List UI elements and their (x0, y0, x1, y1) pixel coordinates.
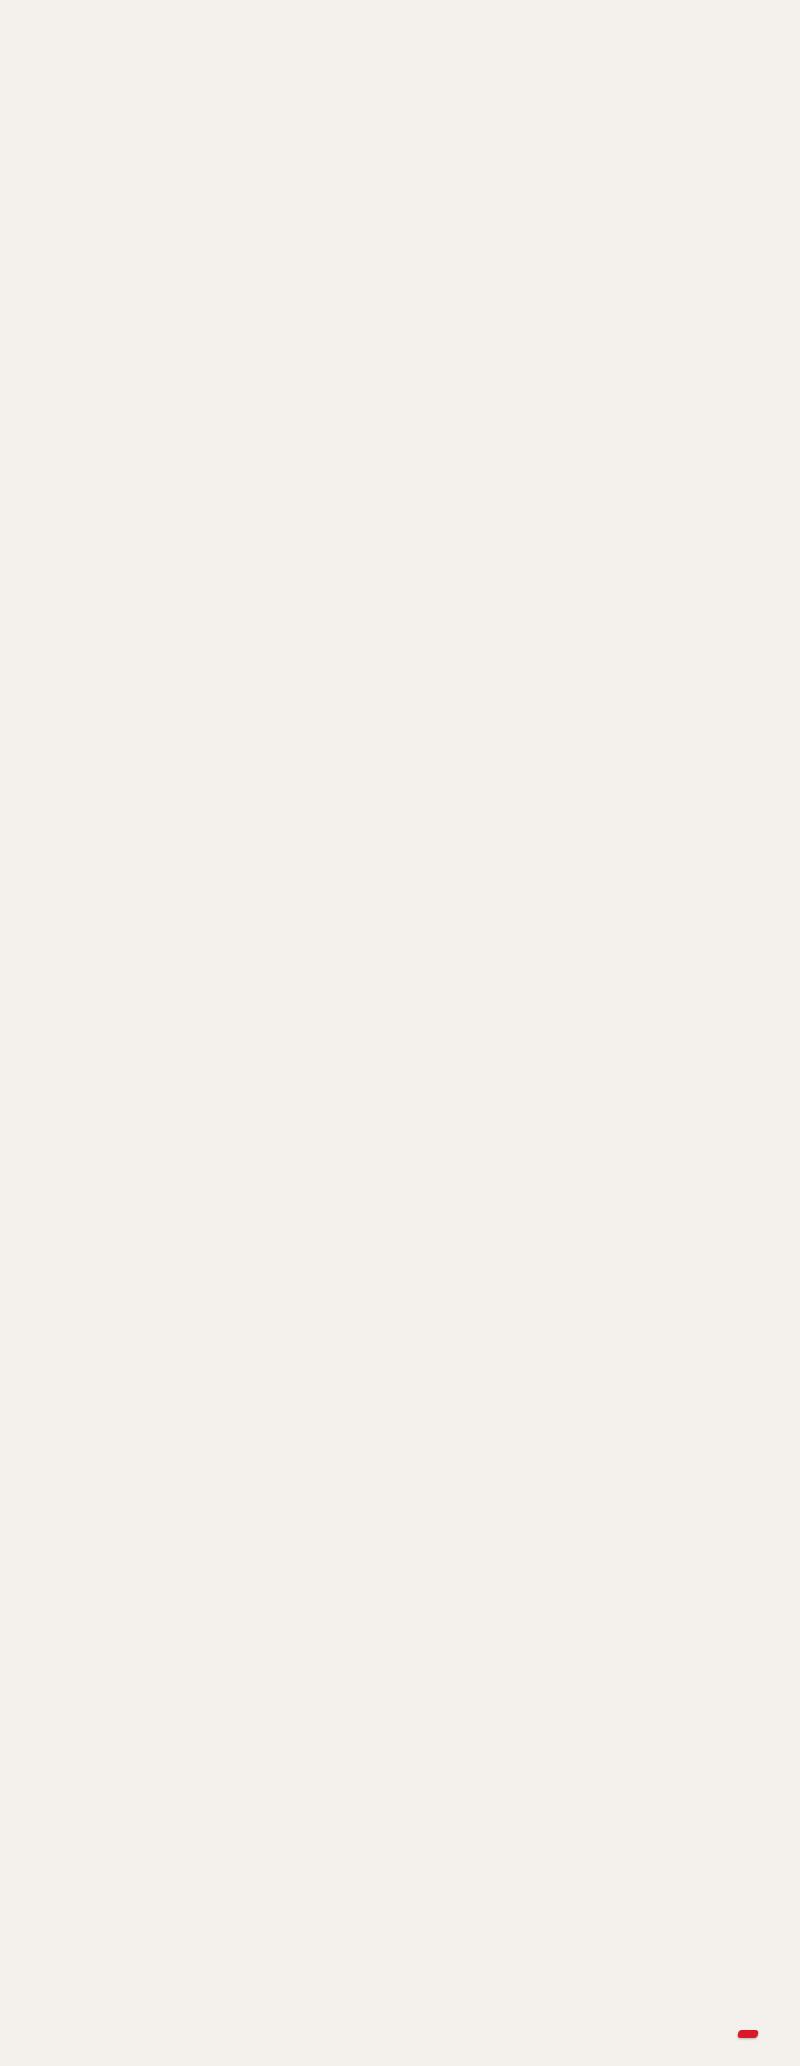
watermark-badge (737, 2030, 758, 2038)
toc-entry-s4[interactable] (38, 0, 786, 28)
